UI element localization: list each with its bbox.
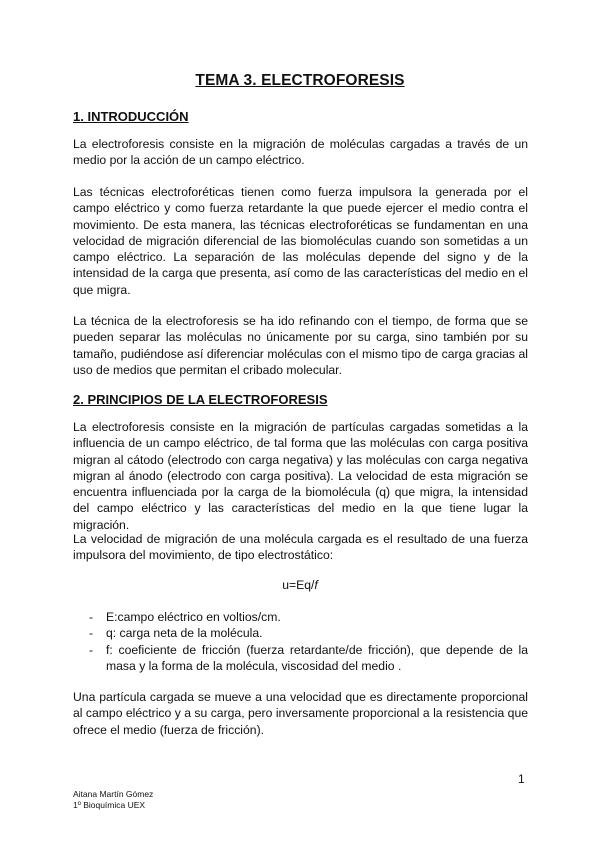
page-number: 1 (518, 772, 525, 786)
list-bullet: - (89, 642, 94, 657)
list-item-text: f: coeficiente de fricción (fuerza retardante/de fricción), que depende de la masa y la forma de la molécula, viscosidad del medio . (106, 642, 528, 673)
section-heading-principios: 2. PRINCIPIOS DE LA ELECTROFORESIS (73, 392, 328, 407)
list-item (73, 609, 528, 625)
list-bullet: - (89, 610, 94, 624)
formula-friction-symbol: f (314, 578, 318, 592)
paragraph-principios-1: La electroforesis consiste en la migración de partículas cargadas sometidas a la influencia de un campo eléctrico, de tal forma que las moléculas con carga positiva migran al cátodo (electrodo con carga negativa) y las moléculas con carga negativa migran al ánodo (electrodo con carga positiva). La velocidad de esta migración se encuentra influenciada por la carga de la biomolécula (q) que migra, la intensidad del campo eléctrico y las características del medio en la que tiene lugar la migración. (73, 420, 528, 532)
paragraph-intro-2: Las técnicas electroforéticas tienen como fuerza impulsora la generada por el campo eléctrico y como fuerza retardante la que puede ejercer el medio contra el movimiento. De esta manera, las técnicas electroforéticas se fundamentan en una velocidad de migración diferencial de las biomoléculas cuando son sometidas a un campo eléctrico. La separación de las moléculas depende del signo y de la intensidad de la carga que presenta, así como de las características del medio en el que migra. (73, 185, 528, 297)
list-item (73, 642, 528, 675)
list-item-text: E:campo eléctrico en voltios/cm. (106, 610, 281, 624)
list-item (73, 625, 528, 641)
footer-author: Aitana Martín Gómez (73, 789, 154, 799)
paragraph-principios-closing: Una partícula cargada se mueve a una velocidad que es directamente proporcional al campo eléctrico y a su carga, pero inversamente proporcional a la resistencia que ofrece el medio (fuerza de fricción). (73, 690, 528, 737)
paragraph-principios-2: La velocidad de migración de una molécula cargada es el resultado de una fuerza impulsora del movimiento, de tipo electrostático: (73, 532, 528, 563)
page-title: TEMA 3. ELECTROFORESIS (195, 72, 405, 89)
section-heading-introduccion: 1. INTRODUCCIÓN (73, 109, 189, 124)
variables-list (73, 609, 528, 674)
formula-velocity (0, 578, 600, 592)
footer-course: 1º Bioquímica UEX (73, 800, 146, 810)
paragraph-intro-3: La técnica de la electroforesis se ha ido refinando con el tiempo, de forma que se pueden separar las moléculas no únicamente por su carga, sino también por su tamaño, pudiéndose así diferenciar moléculas con el mismo tipo de carga gracias al uso de medios que permitan el cribado molecular. (73, 314, 528, 377)
list-item-text: q: carga neta de la molécula. (106, 626, 263, 641)
paragraph-intro-1: La electroforesis consiste en la migración de moléculas cargadas a través de un medio por la acción de un campo eléctrico. (73, 137, 528, 168)
list-bullet: - (89, 626, 94, 641)
formula-main: u=Eq/ (282, 578, 315, 592)
